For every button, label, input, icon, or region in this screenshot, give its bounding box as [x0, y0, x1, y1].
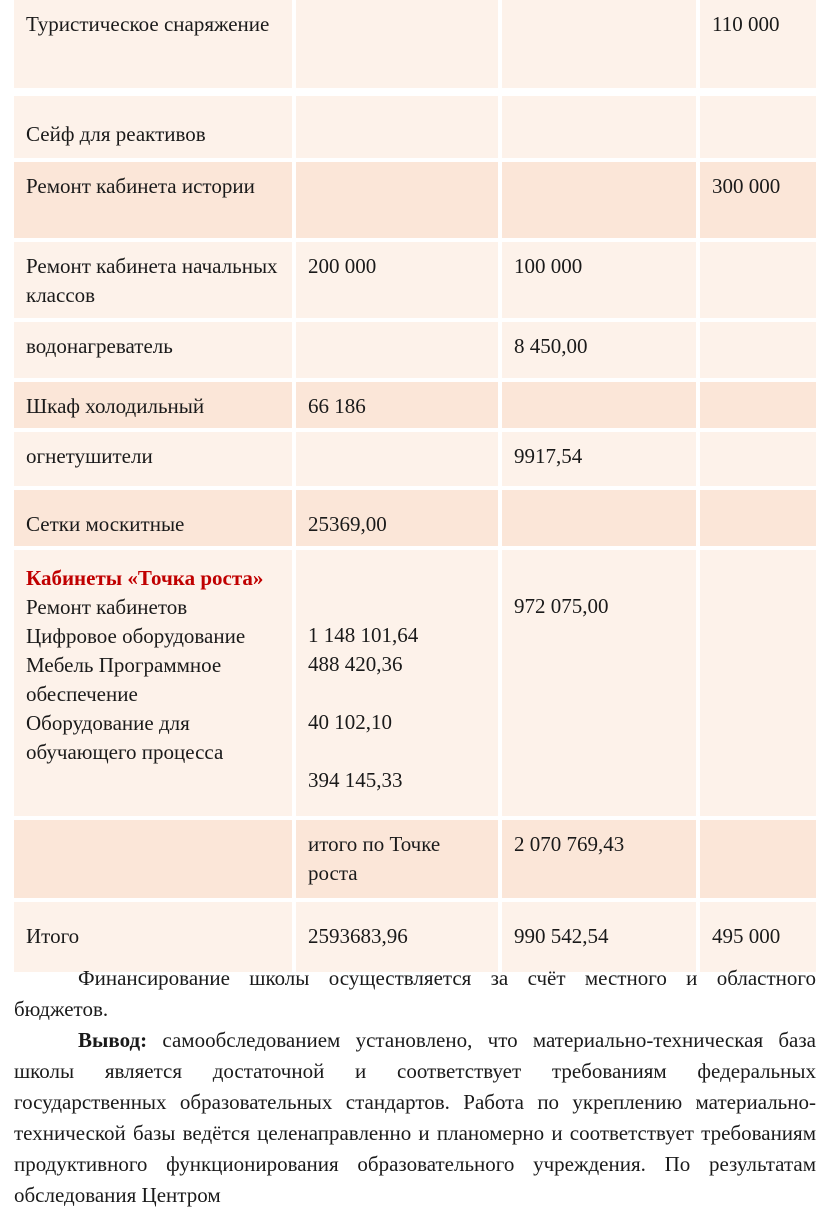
- cell-value-3: [700, 550, 816, 816]
- cell-item: [14, 550, 296, 816]
- cell-item: [14, 820, 296, 898]
- tochka-item: Мебель Программное обеспечение: [26, 653, 222, 706]
- total-value-3: 495 000: [700, 902, 816, 972]
- cell-value-1: [296, 162, 502, 238]
- cell-value-3: [700, 96, 816, 158]
- tochka-heading: Кабинеты «Точка роста»: [26, 566, 264, 590]
- cell-value-1: [296, 96, 502, 158]
- subtotal-value: 2 070 769,43: [502, 820, 700, 898]
- table-row-tochka: [14, 550, 816, 820]
- tochka-item: Цифровое оборудование: [26, 624, 246, 648]
- total-value-2: 990 542,54: [502, 902, 700, 972]
- cell-value-2: [502, 96, 700, 158]
- cell-item: Сетки москитные: [14, 490, 296, 546]
- cell-value-1: [296, 432, 502, 486]
- table-row: [14, 242, 816, 322]
- tochka-item: Ремонт кабинетов: [26, 595, 188, 619]
- table-row: [14, 382, 816, 432]
- cell-value-3: [700, 382, 816, 428]
- cell-value-2: [502, 162, 700, 238]
- cell-value-3: 300 000: [700, 162, 816, 238]
- cell-item: огнетушители: [14, 432, 296, 486]
- cell-item: водонагреватель: [14, 322, 296, 378]
- cell-item: Туристическое снаряжение: [14, 0, 296, 88]
- cell-item: Сейф для реактивов: [14, 96, 296, 158]
- total-value-1: 2593683,96: [296, 902, 502, 972]
- cell-item: Шкаф холодильный: [14, 382, 296, 428]
- cell-item: Ремонт кабинета истории: [14, 162, 296, 238]
- tochka-value: 394 145,33: [308, 768, 403, 792]
- financing-paragraph: Финансирование школы осуществляется за счёт местного и областного бюджетов.: [14, 966, 816, 1021]
- total-label: Итого: [14, 902, 296, 972]
- conclusion-paragraph: [14, 1025, 816, 1211]
- cell-value-2: [502, 490, 700, 546]
- table-row: [14, 490, 816, 550]
- cell-value-2: 8 450,00: [502, 322, 700, 378]
- cell-value-1: 200 000: [296, 242, 502, 318]
- subtotal-label: итого по Точке роста: [296, 820, 502, 898]
- cell-value-3: [700, 820, 816, 898]
- cell-value-1: 25369,00: [296, 490, 502, 546]
- cell-value-3: [700, 322, 816, 378]
- table-row: [14, 0, 816, 96]
- table-row: [14, 432, 816, 490]
- table-row-total: [14, 902, 816, 972]
- cell-value-1: [296, 322, 502, 378]
- cell-value-1: [296, 0, 502, 88]
- budget-table: [14, 0, 816, 972]
- cell-value-2: 9917,54: [502, 432, 700, 486]
- conclusion-text: самообследованием установлено, что материально-техническая база школы является достаточной и соответствует требованиям федеральных государственных образовательных стандартов. Работа по укреплению материально-технической базы ведётся целенаправленно и планомерно и соответствует требованиям продуктивного функционирования образовательного учреждения. По результатам обследования Центром: [14, 1028, 816, 1207]
- cell-value-3: [700, 432, 816, 486]
- table-row: [14, 96, 816, 162]
- cell-value-1: [296, 550, 502, 816]
- table-row: [14, 322, 816, 382]
- cell-value-1: 66 186: [296, 382, 502, 428]
- cell-value-2: 100 000: [502, 242, 700, 318]
- table-row: [14, 162, 816, 242]
- cell-value-2: 972 075,00: [502, 550, 700, 816]
- cell-value-2: [502, 0, 700, 88]
- tochka-item: Оборудование для обучающего процесса: [26, 711, 224, 764]
- table-row-subtotal: [14, 820, 816, 902]
- cell-value-3: 110 000: [700, 0, 816, 88]
- cell-value-2: [502, 382, 700, 428]
- tochka-value: 488 420,36: [308, 652, 403, 676]
- cell-value-3: [700, 242, 816, 318]
- conclusion-label: Вывод:: [78, 1028, 148, 1052]
- cell-value-3: [700, 490, 816, 546]
- tochka-value: 40 102,10: [308, 710, 392, 734]
- tochka-value: 1 148 101,64: [308, 623, 419, 647]
- cell-item: Ремонт кабинета начальных классов: [14, 242, 296, 318]
